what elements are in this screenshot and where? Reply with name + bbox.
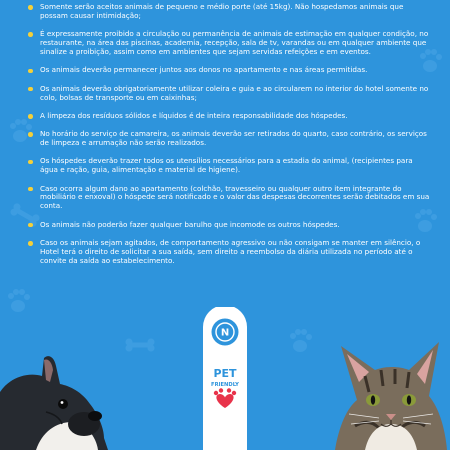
rule-item (28, 157, 432, 175)
rule-item (28, 85, 432, 103)
bullet-dot (28, 160, 33, 165)
rule-item (28, 112, 432, 121)
rule-item (28, 3, 432, 21)
pet-rules-list (28, 3, 432, 275)
bullet-dot (28, 69, 33, 74)
tag-pet-label: PET (213, 367, 237, 380)
cat-image (325, 336, 450, 450)
logo-letter: N (220, 327, 230, 339)
bullet-dot (28, 87, 33, 92)
bullet-dot (28, 187, 33, 192)
tag-friendly-label: FRIENDLY (211, 382, 239, 388)
paw-icon (8, 289, 30, 312)
rule-text: No horário do serviço de camareira, os animais deverão ser retirados do quarto, caso contrário, os serviços de limpeza e arrumação não serão realizados. (40, 129, 427, 148)
rule-text: Somente serão aceitos animais de pequeno e médio porte (até 15kg). Não hospedamos animais que possam causar intimidação; (40, 2, 404, 20)
rule-text: Caso os animais sejam agitados, de comportamento agressivo ou não consigam se manter em silêncio, o Hotel terá o direito de solicitar a sua saída, sem direito a reembolso da diária utilizada no período até o convite da saída ao estabelecimento. (40, 237, 421, 265)
rule-text: Os animais deverão obrigatoriamente utilizar coleira e guia e ao circularem no interior do hotel somente no colo, bolsas de transporte ou em caixinhas; (40, 83, 429, 102)
rule-item (28, 66, 432, 75)
bullet-dot (28, 241, 33, 246)
bullet-dot (28, 223, 33, 228)
bullet-dot (28, 32, 33, 37)
paw-icon (290, 329, 312, 352)
rule-item (28, 239, 432, 266)
rule-item (28, 185, 432, 212)
rule-text: Caso ocorra algum dano ao apartamento (colchão, travesseiro ou qualquer outro item integrante do mobiliário e enxoval) o hóspede será notificado e o valor das despesas decorrentes serão debitados em sua conta. (40, 183, 430, 211)
bullet-dot (28, 114, 33, 119)
rule-item (28, 130, 432, 148)
rule-text: Os hóspedes deverão trazer todos os utensílios necessários para a estadia do animal, (recipientes para água e ração, guia, alimentação e material de higiene). (40, 156, 413, 175)
dog-image (0, 352, 112, 450)
rule-item (28, 30, 432, 57)
rule-text: Os animais deverão permanecer juntos aos donos no apartamento e nas áreas permitidas. (40, 65, 368, 75)
bullet-dot (28, 132, 33, 137)
rule-item (28, 221, 432, 230)
rule-text: A limpeza dos resíduos sólidos e líquidos é de inteira responsabilidade dos hóspedes. (40, 110, 348, 120)
bullet-dot (28, 5, 33, 10)
bone-icon (126, 339, 155, 352)
rule-text: É expressamente proibido a circulação ou permanência de animais de estimação em qualquer condição, no restaurante, na área das piscinas, academia, recepção, sala de tv, varandas ou em qualquer ambiente que sinalize a proibição, assim como em ambientes que sejam servidas refeições e em eventos. (40, 29, 429, 57)
rule-text: Os animais não poderão fazer qualquer barulho que incomode os outros hóspedes. (40, 219, 340, 229)
pet-friendly-door-hanger (199, 307, 251, 450)
